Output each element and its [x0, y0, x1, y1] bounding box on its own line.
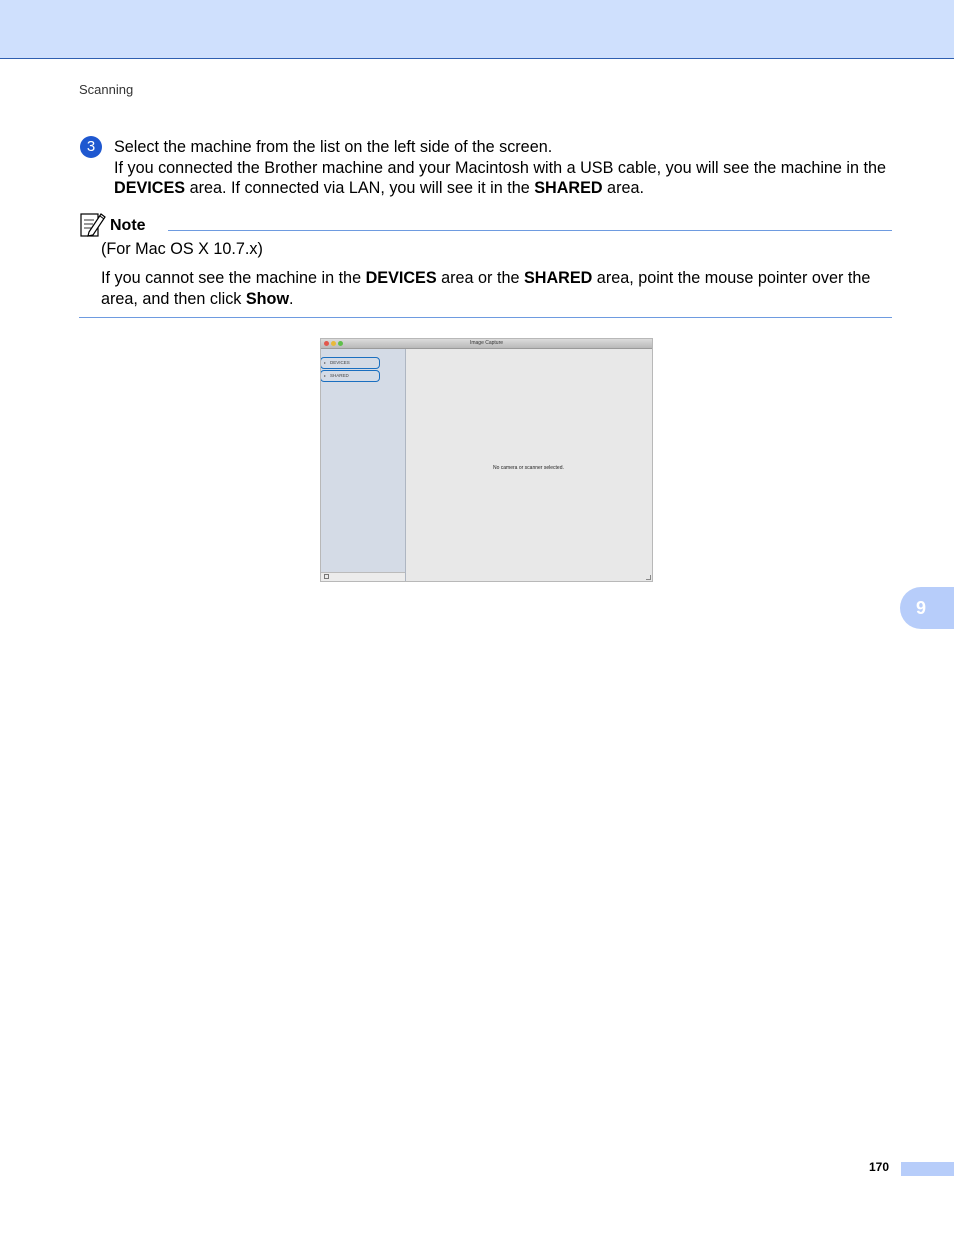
disclosure-triangle-icon: ▸ [324, 360, 327, 365]
step-text-a: If you connected the Brother machine and your Macintosh with a USB cable, you will see the machine in the [114, 158, 887, 177]
sidebar-item-shared[interactable] [320, 370, 380, 382]
note-os-version: (For Mac OS X 10.7.x) [101, 240, 263, 258]
devices-term: DEVICES [114, 179, 186, 198]
window-titlebar [321, 339, 652, 349]
chapter-tab: 9 [900, 587, 954, 629]
page-number: 170 [869, 1160, 890, 1174]
note-shared-term: SHARED [523, 269, 593, 287]
step-text-c: area. [602, 179, 644, 198]
step-text-b: area. If connected via LAN, you will see it in the [185, 179, 535, 198]
note-text-c: area, point the mouse pointer over the area, and then click [101, 269, 871, 308]
disclosure-triangle-icon: ▸ [324, 373, 327, 378]
sidebar-toggle-icon[interactable] [324, 574, 329, 579]
step-instructions [114, 137, 894, 199]
running-header: Scanning [79, 82, 134, 97]
note-text-b: area or the [436, 269, 524, 287]
page-number-bar [901, 1162, 954, 1176]
note-body [101, 268, 896, 309]
resize-grip-icon[interactable] [646, 575, 651, 580]
sidebar-item-devices[interactable] [320, 357, 380, 369]
note-text-a: If you cannot see the machine in the [101, 269, 366, 287]
sidebar-item-label: SHARED [330, 373, 349, 378]
note-devices-term: DEVICES [365, 269, 437, 287]
sidebar-footer [321, 572, 405, 581]
top-band [0, 0, 954, 59]
note-show-term: Show [245, 289, 290, 308]
step-number-badge: 3 [80, 136, 102, 158]
note-bottom-divider [79, 317, 892, 318]
step-line-2 [114, 158, 894, 199]
sidebar-item-label: DEVICES [330, 360, 350, 365]
empty-state-message: No camera or scanner selected. [493, 465, 564, 471]
sidebar [321, 349, 406, 581]
note-pencil-icon [79, 210, 107, 238]
note-top-divider [168, 230, 892, 231]
note-heading: Note [110, 217, 146, 234]
step-line-1: Select the machine from the list on the left side of the screen. [114, 138, 553, 156]
note-text-d: . [289, 289, 294, 308]
window-title: Image Capture [469, 340, 504, 346]
image-capture-screenshot [320, 338, 653, 582]
shared-term: SHARED [534, 179, 603, 198]
